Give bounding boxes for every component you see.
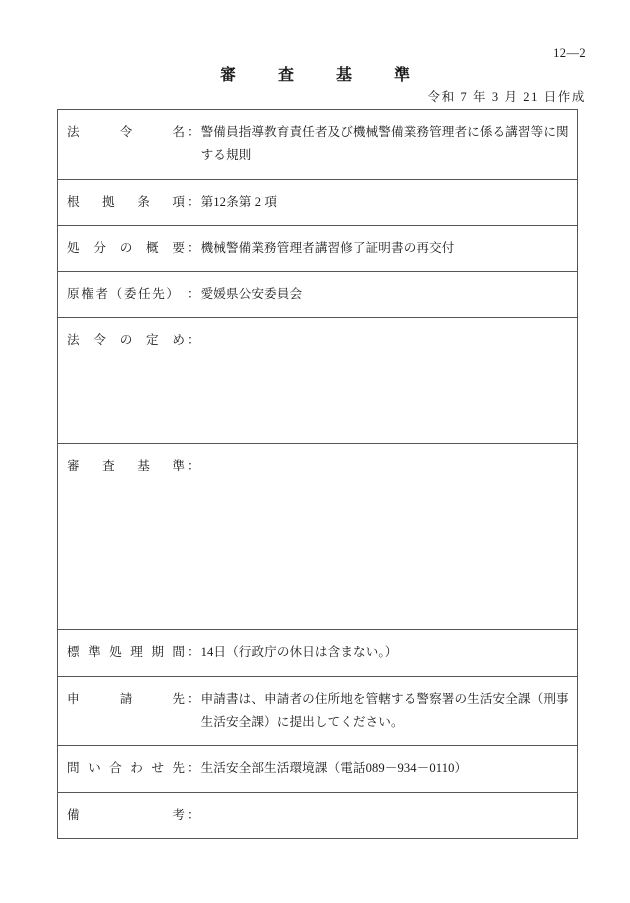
creation-date: 令和 7 年 3 月 21 日作成 [427,90,586,104]
table-row [58,444,578,630]
row-value-original-authority: 愛媛県公安委員会 [200,287,303,302]
row-colon: ： [187,125,200,139]
row-label-law-name: 法 令 名 [67,125,185,139]
row-value-examination-criteria [201,455,569,478]
row-value-law-name: 警備員指導教育責任者及び機械警備業務管理者に係る講習等に関する規則 [200,125,569,163]
row-cell-examination-criteria [58,444,578,630]
row-value-remarks [201,804,569,827]
table-row [58,225,578,271]
row-value-disposition-summary: 機械警備業務管理者講習修了証明書の再交付 [200,240,455,255]
row-value-legal-stipulation [201,329,569,352]
row-cell-remarks [58,792,578,838]
row-label-standard-period: 標 準 処 理 期 間 [67,645,185,660]
row-colon: ： [187,194,200,209]
criteria-table-body [58,110,578,839]
criteria-table [57,109,578,839]
row-colon: ： [187,807,200,822]
row-label-examination-criteria: 審 査 基 準 [67,459,185,474]
row-colon: ： [187,287,200,302]
row-label-application-destination: 申 請 先 [67,691,185,706]
table-row [58,792,578,838]
row-cell-inquiry-contact [58,746,578,792]
row-label-legal-provision: 根 拠 条 項 [67,194,185,209]
row-value-standard-period: 14日（行政庁の休日は含まない。） [200,645,398,660]
row-label-remarks: 備 考 [67,807,185,822]
row-colon: ： [187,691,200,706]
page-title: 審 査 基 準 [219,67,423,84]
row-label-legal-stipulation: 法 令 の 定 め [67,333,185,348]
row-label-original-authority: 原 権 者 （ 委 任 先 ） [67,287,181,302]
row-colon: ： [187,645,200,660]
table-row [58,110,578,180]
row-value-legal-provision: 第12条第 2 項 [200,194,278,209]
row-cell-disposition-summary [58,225,578,271]
row-value-inquiry-contact: 生活安全部生活環境課（電話089－934－0110） [200,761,468,776]
row-label-inquiry-contact: 問 い 合 わ せ 先 [67,761,185,776]
row-colon: ： [187,240,200,255]
row-cell-standard-period [58,630,578,676]
table-row [58,676,578,746]
document-number: 12—2 [553,46,586,60]
table-row [58,272,578,318]
row-value-application-destination: 申請書は、申請者の住所地を管轄する警察署の生活安全課（刑事生活安全課）に提出してください。 [200,691,569,730]
row-colon: ： [187,333,200,348]
row-colon: ： [187,459,200,474]
row-colon: ： [187,761,200,776]
table-row [58,630,578,676]
row-cell-law-name [58,110,578,180]
table-row [58,746,578,792]
row-cell-legal-stipulation [58,318,578,444]
row-label-disposition-summary: 処 分 の 概 要 [67,240,185,255]
row-cell-legal-provision [58,179,578,225]
row-cell-original-authority [58,272,578,318]
table-row [58,318,578,444]
row-cell-application-destination [58,676,578,746]
table-row [58,179,578,225]
